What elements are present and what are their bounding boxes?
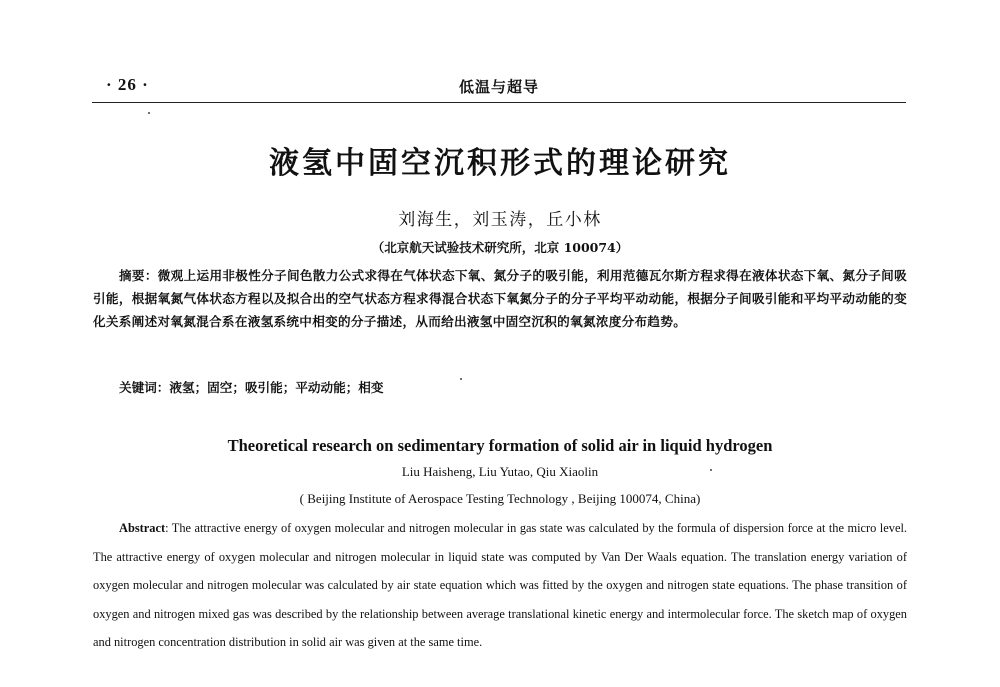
scan-speck bbox=[148, 112, 150, 114]
chinese-keywords bbox=[119, 377, 383, 396]
english-title: Theoretical research on sedimentary formation of solid air in liquid hydrogen bbox=[227, 436, 773, 455]
english-abstract bbox=[93, 514, 907, 657]
chinese-authors: 刘海生，刘玉涛，丘小林 bbox=[398, 210, 602, 230]
english-authors: Liu Haisheng, Liu Yutao, Qiu Xiaolin bbox=[401, 464, 599, 479]
journal-name: 低温与超导 bbox=[458, 78, 539, 96]
page-number: · 26 · bbox=[106, 75, 149, 94]
chinese-title: 液氢中固空沉积形式的理论研究 bbox=[269, 146, 731, 181]
chinese-affiliation: （北京航天试验技术研究所，北京 100074） bbox=[371, 240, 629, 255]
english-abstract-separator: : bbox=[165, 521, 172, 535]
english-affiliation: ( Beijing Institute of Aerospace Testing Technology , Beijing 100074, China) bbox=[299, 491, 701, 506]
chinese-keywords-text: 液氢；固空；吸引能；平动动能；相变 bbox=[169, 380, 384, 395]
chinese-abstract-label: 摘要： bbox=[119, 268, 158, 283]
scan-speck bbox=[710, 469, 712, 471]
english-abstract-label: Abstract bbox=[119, 521, 166, 535]
running-header bbox=[92, 72, 906, 103]
english-abstract-text: The attractive energy of oxygen molecular and nitrogen molecular in gas state was calculated by the formula of dispersion force at the micro level. The attractive energy of oxygen molecular and nitrogen molecular in liquid state was computed by Van Der Waals equation. The translation energy variation of oxygen molecular and nitrogen molecular was calculated by air state equation which was fitted by the oxygen and nitrogen state equations. The phase transition of oxygen and nitrogen mixed gas was described by the relationship between average translational kinetic energy and intermolecular force. The sketch map of oxygen and nitrogen concentration distribution in solid air was given at the same time. bbox=[93, 521, 907, 649]
chinese-keywords-label: 关键词： bbox=[119, 380, 170, 395]
chinese-abstract-text: 微观上运用非极性分子间色散力公式求得在气体状态下氧、氮分子的吸引能，利用范德瓦尔斯方程求得在液体状态下氧、氮分子间吸引能，根据氧氮气体状态方程以及拟合出的空气状态方程求得混合状态下氧氮分子的分子平均平动动能，根据分子间吸引能和平均平动动能的变化关系阐述对氧氮混合系在液氢系统中相变的分子描述，从而给出液氢中固空沉积的氧氮浓度分布趋势。 bbox=[93, 268, 907, 329]
scan-speck bbox=[460, 378, 462, 380]
chinese-abstract bbox=[93, 264, 907, 333]
